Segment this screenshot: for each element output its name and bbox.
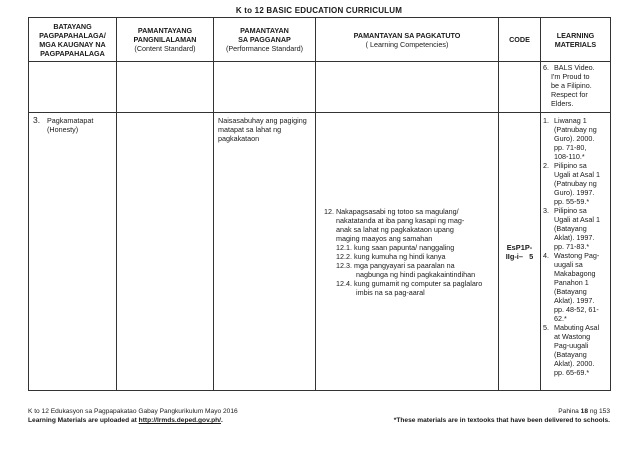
- material-line: (Batayang: [554, 350, 587, 359]
- cell-empty: [499, 62, 541, 113]
- material-item: [543, 116, 607, 161]
- header-text: BATAYANG: [53, 21, 92, 31]
- material-line: at Wastong: [554, 332, 591, 341]
- performance-line: Naisasabuhay ang pagiging: [218, 116, 307, 125]
- material-line: Panahon 1: [554, 278, 589, 287]
- material-line: (Patnubay ng: [554, 125, 597, 134]
- material-line: pp. 48-52, 61-: [554, 305, 599, 314]
- material-number: 2.: [543, 161, 549, 170]
- material-line: (Batayang: [554, 224, 587, 233]
- header-subtext: ( Learning Competencies): [365, 39, 449, 49]
- material-line: pp. 65-69.*: [554, 368, 590, 377]
- material-line: Ugali at Asal 1: [554, 170, 600, 179]
- header-learning-materials: [541, 18, 611, 62]
- material-line: Aklat). 1997.: [554, 233, 595, 242]
- material-line: be a Filipino.: [551, 81, 592, 90]
- footer-upload-note: Learning Materials are uploaded at: [28, 417, 139, 424]
- material-line: pp. 55-59.*: [554, 197, 590, 206]
- material-number: 5.: [543, 323, 549, 332]
- material-line: Liwanag 1: [554, 116, 587, 125]
- header-subtext: (Performance Standard): [225, 44, 304, 53]
- cell-empty: [29, 62, 117, 113]
- competency-subitem: 12.2. kung kumuha ng hindi kanya: [336, 251, 446, 261]
- material-line: 62.*: [554, 314, 567, 323]
- material-line: Aklat). 2000.: [554, 359, 595, 368]
- code-text: IIg-i–: [505, 251, 523, 261]
- header-text: PAMANTAYANG: [137, 26, 193, 35]
- table-row-previous: [29, 62, 611, 113]
- material-line: Guro). 1997.: [554, 188, 595, 197]
- material-line: 108-110.*: [554, 152, 585, 161]
- header-learning-competencies: [316, 18, 499, 62]
- material-line: pp. 71-80,: [554, 143, 587, 152]
- lrmds-link[interactable]: http://lrmds.deped.gov.ph/: [138, 417, 221, 424]
- value-number: 3.: [33, 115, 41, 125]
- material-number: 1.: [543, 116, 549, 125]
- competency-subitem: 12.1. kung saan papunta/ nanggaling: [336, 242, 455, 252]
- material-line: Pilipino sa: [554, 161, 587, 170]
- page-title: K to 12 BASIC EDUCATION CURRICULUM: [235, 6, 403, 15]
- cell-learning-materials: [541, 113, 611, 391]
- curriculum-table: [28, 17, 611, 391]
- header-text: PAMANTAYAN SA PAGKATUTO: [353, 30, 461, 40]
- performance-line: matapat sa lahat ng: [218, 125, 282, 134]
- material-line: Mabuting Asal: [554, 323, 600, 332]
- competency-line: nakatatanda at iba pang kasapi ng mag-: [336, 215, 465, 225]
- material-text: BALS Video.: [554, 63, 595, 72]
- header-text: MATERIALS: [554, 39, 597, 49]
- competency-line: imbis na sa pag-aaral: [356, 287, 425, 297]
- material-line: Respect for: [551, 90, 588, 99]
- material-line: Aklat). 1997.: [554, 296, 595, 305]
- material-line: pp. 71-83.*: [554, 242, 590, 251]
- material-line: Guro). 2000.: [554, 134, 595, 143]
- material-line: Pilipino sa: [554, 206, 587, 215]
- cell-content-standard: [117, 113, 214, 391]
- competency-line: 12. Nakapagsasabi ng totoo sa magulang/: [324, 206, 459, 216]
- material-line: I'm Proud to: [551, 72, 590, 81]
- material-number: 4.: [543, 251, 549, 260]
- code-text: EsP1P-: [506, 242, 533, 252]
- cell-performance-standard: [214, 113, 316, 391]
- competency-subitem: 12.3. mga pangyayari sa paaralan na: [336, 260, 455, 270]
- cell-empty: [316, 62, 499, 113]
- header-text: SA PAGGANAP: [238, 35, 291, 44]
- cell-empty: [117, 62, 214, 113]
- header-text: PANGNILALAMAN: [133, 35, 197, 44]
- cell-core-value: [29, 113, 117, 391]
- performance-line: pagkakataon: [218, 134, 260, 143]
- material-item: [543, 63, 607, 72]
- competency-subitem: 12.4. kung gumamit ng computer sa paglalaro: [336, 278, 483, 288]
- material-item: [543, 323, 607, 377]
- competency-line: maging maayos ang samahan: [336, 233, 433, 243]
- page-current: 18: [580, 408, 588, 415]
- material-number: 3.: [543, 206, 549, 215]
- material-line: Pag-uugali: [554, 341, 589, 350]
- header-row: [29, 18, 611, 62]
- material-item: [543, 161, 607, 206]
- material-line: (Patnubay ng: [554, 179, 597, 188]
- page-suffix: ng 153: [588, 408, 610, 415]
- cell-empty: [214, 62, 316, 113]
- header-text: LEARNING: [556, 30, 595, 40]
- page-number: [558, 408, 610, 415]
- code-number: 5: [529, 251, 534, 261]
- page-prefix: Pahina: [558, 408, 581, 415]
- header-performance-standard: [214, 18, 316, 62]
- material-line: Ugali at Asal 1: [554, 215, 600, 224]
- table-row-honesty: [29, 113, 611, 391]
- header-text: PAMANTAYAN: [240, 26, 289, 35]
- material-number: 6.: [543, 63, 549, 72]
- value-name: Pagkamatapat: [47, 116, 94, 125]
- material-line: (Batayang: [554, 287, 587, 296]
- cell-materials-previous: [541, 62, 611, 113]
- cell-code: [499, 113, 541, 391]
- footer-line-1: [28, 408, 610, 415]
- footer-line-2: [28, 417, 610, 424]
- material-item: [543, 251, 607, 323]
- header-subtext: (Content Standard): [134, 44, 196, 53]
- competency-line: nagbunga ng hindi pagkakaintindihan: [356, 269, 476, 279]
- footer-textbook-note: *These materials are in textooks that have been delivered to schools.: [393, 417, 610, 424]
- footer-period: .: [220, 417, 223, 424]
- material-line: uugali sa: [554, 260, 583, 269]
- header-text: MGA KAUGNAY NA: [39, 39, 106, 49]
- material-item: [543, 206, 607, 251]
- header-text: PAGPAPAHALAGA: [40, 48, 105, 58]
- competency-line: anak sa lahat ng pagkakataon upang: [336, 224, 454, 234]
- material-line: Makabagong: [554, 269, 596, 278]
- header-content-standard: [117, 18, 214, 62]
- material-line: Wastong Pag-: [554, 251, 600, 260]
- header-core-values: [29, 18, 117, 62]
- header-code: CODE: [499, 18, 541, 62]
- material-line: Elders.: [551, 99, 574, 108]
- header-text: PAGPAPAHALAGA/: [39, 30, 106, 40]
- value-subtitle: (Honesty): [47, 125, 79, 134]
- footer-curriculum-guide: K to 12 Edukasyon sa Pagpapakatao Gabay Pangkurikulum Mayo 2016: [28, 408, 238, 415]
- cell-learning-competency: [316, 113, 499, 391]
